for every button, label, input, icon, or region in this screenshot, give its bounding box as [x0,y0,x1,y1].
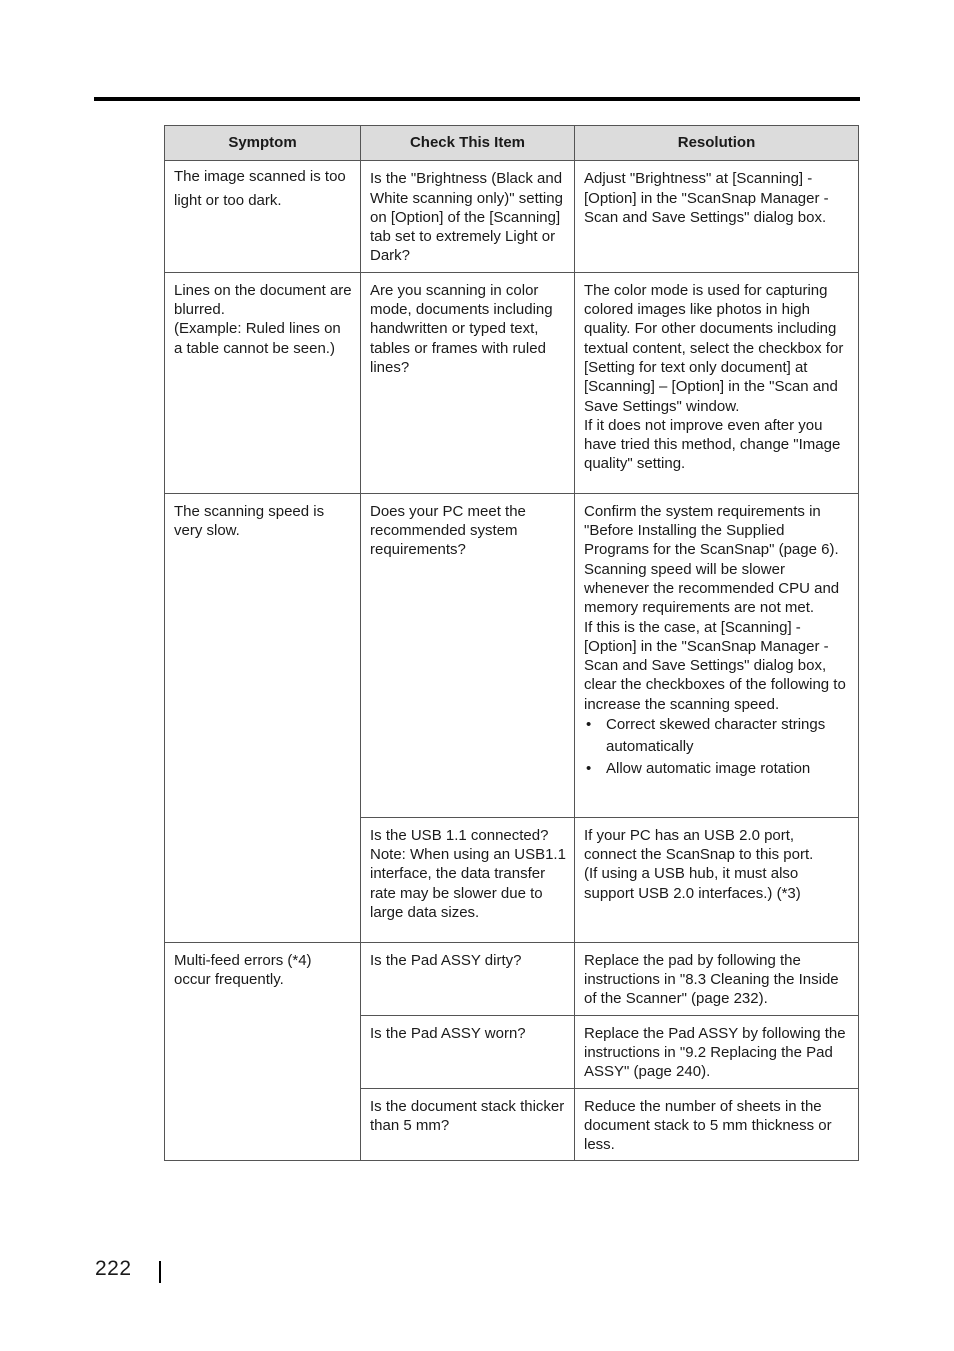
resolution-cell [575,817,859,942]
list-item [584,714,850,758]
symptom-cell [165,161,361,272]
resolution-cell [575,1015,859,1088]
symptom-text: Lines on the document are blurred. [174,281,352,319]
check-cell [361,272,575,493]
symptom-cell [165,942,361,1161]
resolution-text: If your PC has an USB 2.0 port, connect the ScanSnap to this port. [584,826,814,864]
resolution-text: Confirm the system requirements in "Before Installing the Supplied Programs for the ScanSnap" (page 6). [584,502,839,559]
symptom-example-text: (Example: Ruled lines on a table cannot be seen.) [174,320,341,357]
check-text: Is the Pad ASSY worn? [370,1024,526,1042]
table-row [165,161,859,272]
check-note-text: Note: When using an USB1.1 interface, the data transfer rate may be slower due to large data sizes. [370,846,566,921]
check-cell [361,493,575,817]
check-text: Does your PC meet the recommended system requirements? [370,502,526,559]
resolution-text: If this is the case, at [Scanning] - [Option] in the "ScanSnap Manager - Scan and Save Settings" dialog box, clear the checkboxes of the following to increase the scanning speed. [584,618,846,713]
resolution-text: Replace the pad by following the instructions in "8.3 Cleaning the Inside of the Scanner" (page 232). [584,951,839,1008]
resolution-text: Reduce the number of sheets in the document stack to 5 mm thickness or less. [584,1097,832,1154]
table-row [165,493,859,817]
header-resolution: Resolution [575,126,859,161]
bullet-icon: • [586,716,592,734]
table-header-row [165,126,859,161]
resolution-cell [575,1088,859,1161]
troubleshooting-table [164,125,859,1161]
resolution-text: Scanning speed will be slower whenever the recommended CPU and memory requirements are not met. [584,560,840,617]
list-item [584,758,850,780]
resolution-text: The color mode is used for capturing colored images like photos in high quality. For other documents including textual content, select the checkbox for [Setting for text only document] at [Scanning] – [Option] in the "Scan and Save Settings" window. [584,281,844,415]
resolution-text: Replace the Pad ASSY by following the instructions in "9.2 Replacing the Pad ASSY" (page 240). [584,1024,846,1081]
resolution-cell [575,942,859,1015]
resolution-text: (If using a USB hub, it must also support USB 2.0 interfaces.) (*3) [584,865,801,902]
symptom-cell [165,493,361,942]
check-text: Is the USB 1.1 connected? [370,826,549,844]
bullet-text: Allow automatic image rotation [606,760,811,778]
table-row [165,272,859,493]
check-cell [361,161,575,272]
check-text: Is the document stack thicker than 5 mm? [370,1097,565,1134]
header-symptom: Symptom [165,126,361,161]
resolution-text: Adjust "Brightness" at [Scanning] - [Option] in the "ScanSnap Manager - Scan and Save Settings" dialog box. [584,170,829,226]
check-cell [361,817,575,942]
page-number-divider [159,1261,161,1283]
symptom-text: Multi-feed errors (*4) occur frequently. [174,951,312,989]
check-cell [361,1015,575,1088]
bullet-icon: • [586,760,592,778]
resolution-bullet-list [584,714,850,780]
symptom-text: The image scanned is too light or too dark. [174,168,346,210]
check-text: Is the Pad ASSY dirty? [370,951,522,969]
header-rule [94,97,860,101]
symptom-text: The scanning speed is very slow. [174,502,325,540]
check-text: Is the "Brightness (Black and White scanning only)" setting on [Option] of the [Scanning] tab set to extremely Light or Dark? [370,170,563,265]
check-cell [361,1088,575,1161]
table-row [165,942,859,1015]
check-cell [361,942,575,1015]
page-number: 222 [95,1257,132,1280]
bullet-text: Correct skewed character strings automatically [606,716,826,756]
resolution-text: If it does not improve even after you have tried this method, change "Image quality" setting. [584,416,841,473]
resolution-cell [575,272,859,493]
resolution-cell [575,493,859,817]
resolution-cell [575,161,859,272]
symptom-cell [165,272,361,493]
header-check-item: Check This Item [361,126,575,161]
check-text: Are you scanning in color mode, documents including handwritten or typed text, tables or frames with ruled lines? [370,281,553,376]
